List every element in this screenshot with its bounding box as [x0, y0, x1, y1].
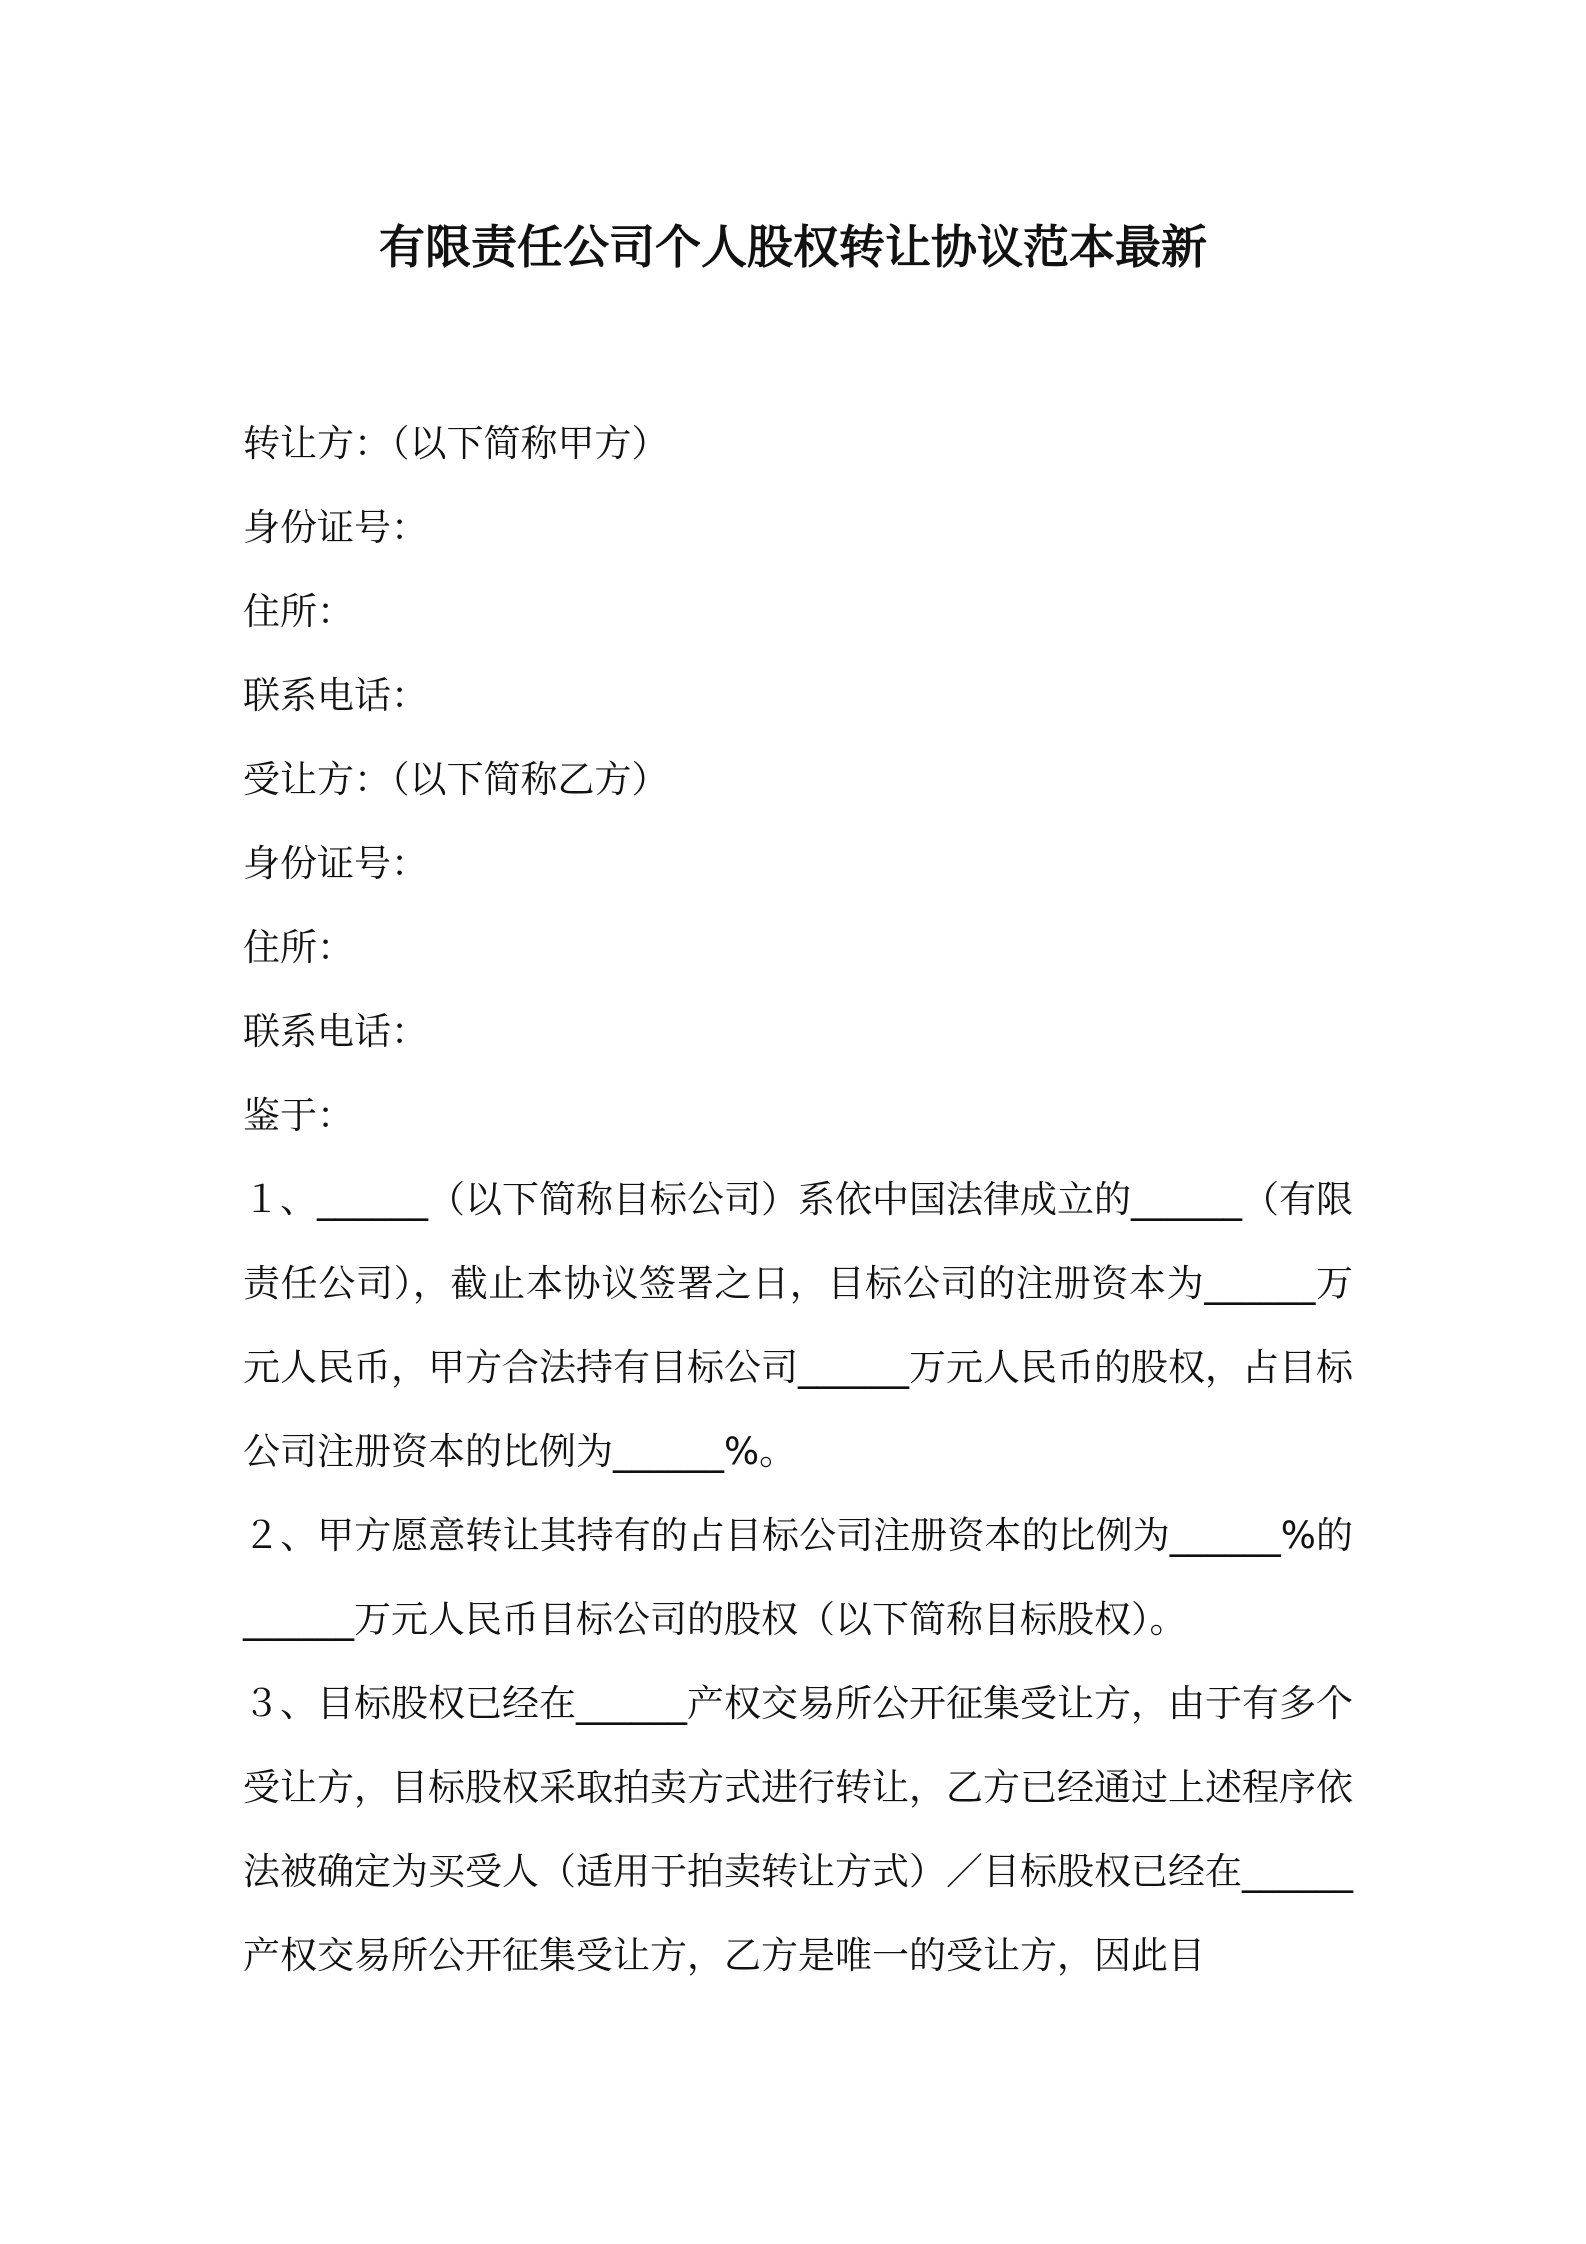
clause-3-paragraph: ３、目标股权已经在______产权交易所公开征集受让方，由于有多个受让方，目标股权采取拍卖方式进行转让，乙方已经通过上述程序依法被确定为买受人（适用于拍卖转让方式）／目标股权已经在______产权交易所公开征集受让方，乙方是唯一的受让方，因此目 [243, 1682, 1353, 1977]
clause-1-paragraph: １、______（以下简称目标公司）系依中国法律成立的______（有限责任公司），截止本协议签署之日，目标公司的注册资本为______万元人民币，甲方合法持有目标公司______万元人民币的股权，占目标公司注册资本的比例为______%。 [243, 1178, 1353, 1473]
transferor-id-field: 身份证号： [243, 506, 428, 549]
transferee-id-field: 身份证号： [243, 842, 428, 885]
document-body [243, 402, 1353, 1998]
clause-2-paragraph: ２、甲方愿意转让其持有的占目标公司注册资本的比例为______%的______万元人民币目标公司的股权（以下简称目标股权）。 [243, 1514, 1353, 1641]
whereas-heading: 鉴于： [243, 1094, 354, 1137]
document-title: 有限责任公司个人股权转让协议范本最新 [379, 220, 1207, 274]
transferor-field: 转让方：（以下简称甲方） [243, 422, 669, 465]
transferor-phone-field: 联系电话： [243, 674, 428, 717]
transferor-address-field: 住所： [243, 590, 354, 633]
transferee-phone-field: 联系电话： [243, 1010, 428, 1053]
transferee-field: 受让方：（以下简称乙方） [243, 758, 669, 801]
transferee-address-field: 住所： [243, 926, 354, 969]
